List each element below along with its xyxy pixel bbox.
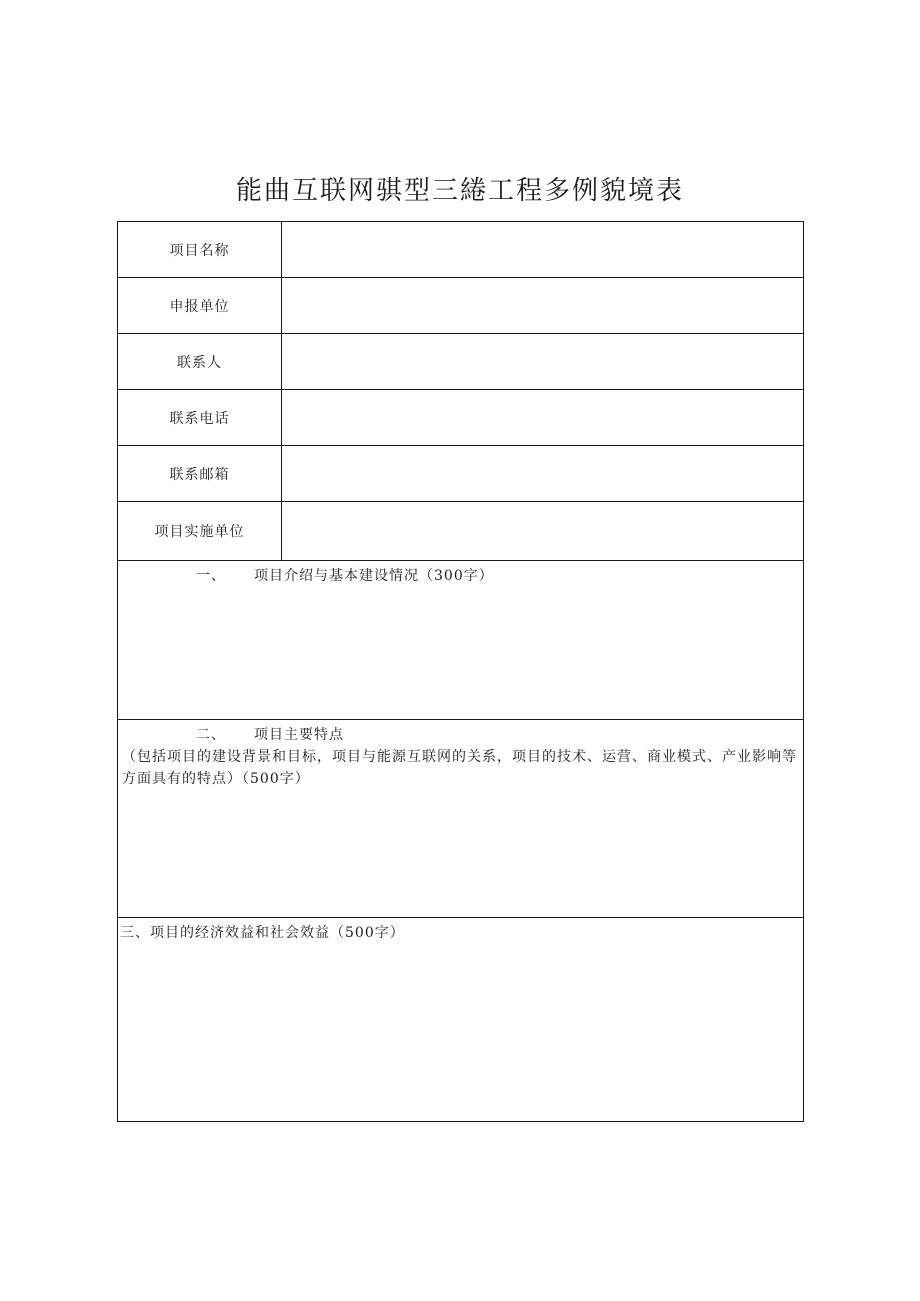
project-name-label: 项目名称 (118, 222, 282, 278)
section-features-field[interactable] (118, 720, 804, 918)
section-title: 项目介绍与基本建设情况（300字） (254, 568, 494, 584)
application-form-table (117, 221, 804, 1122)
section-benefits (118, 918, 804, 1122)
project-name-field[interactable] (282, 222, 804, 278)
form-row-contact-phone (118, 390, 804, 446)
section-benefits-field[interactable] (118, 918, 804, 1122)
form-row-implementing-unit (118, 502, 804, 561)
form-row-project-name (118, 222, 804, 278)
form-row-applicant-unit (118, 278, 804, 334)
section-features (118, 720, 804, 918)
contact-person-field[interactable] (282, 334, 804, 390)
form-row-contact-email (118, 446, 804, 502)
section-features-description: （包括项目的建设背景和目标，项目与能源互联网的关系，项目的技术、运营、商业模式、产业影响等方面具有的特点）（500字） (122, 749, 797, 787)
section-features-heading (120, 724, 801, 746)
implementing-unit-field[interactable] (282, 502, 804, 561)
section-title: 项目主要特点 (254, 727, 344, 743)
applicant-unit-field[interactable] (282, 278, 804, 334)
section-number: 一、 (196, 568, 226, 584)
contact-person-label: 联系人 (118, 334, 282, 390)
contact-email-field[interactable] (282, 446, 804, 502)
contact-phone-field[interactable] (282, 390, 804, 446)
page-title: 能曲互联网骐型三綣工程多例貌境表 (235, 176, 684, 206)
applicant-unit-label: 申报单位 (118, 278, 282, 334)
section-introduction-heading (120, 565, 801, 587)
section-introduction (118, 561, 804, 720)
implementing-unit-label: 项目实施单位 (118, 502, 282, 561)
contact-phone-label: 联系电话 (118, 390, 282, 446)
form-row-contact-person (118, 334, 804, 390)
section-introduction-field[interactable] (118, 561, 804, 720)
contact-email-label: 联系邮箱 (118, 446, 282, 502)
section-number: 二、 (196, 727, 226, 743)
section-benefits-heading: 三、项目的经济效益和社会效益（500字） (120, 925, 405, 941)
